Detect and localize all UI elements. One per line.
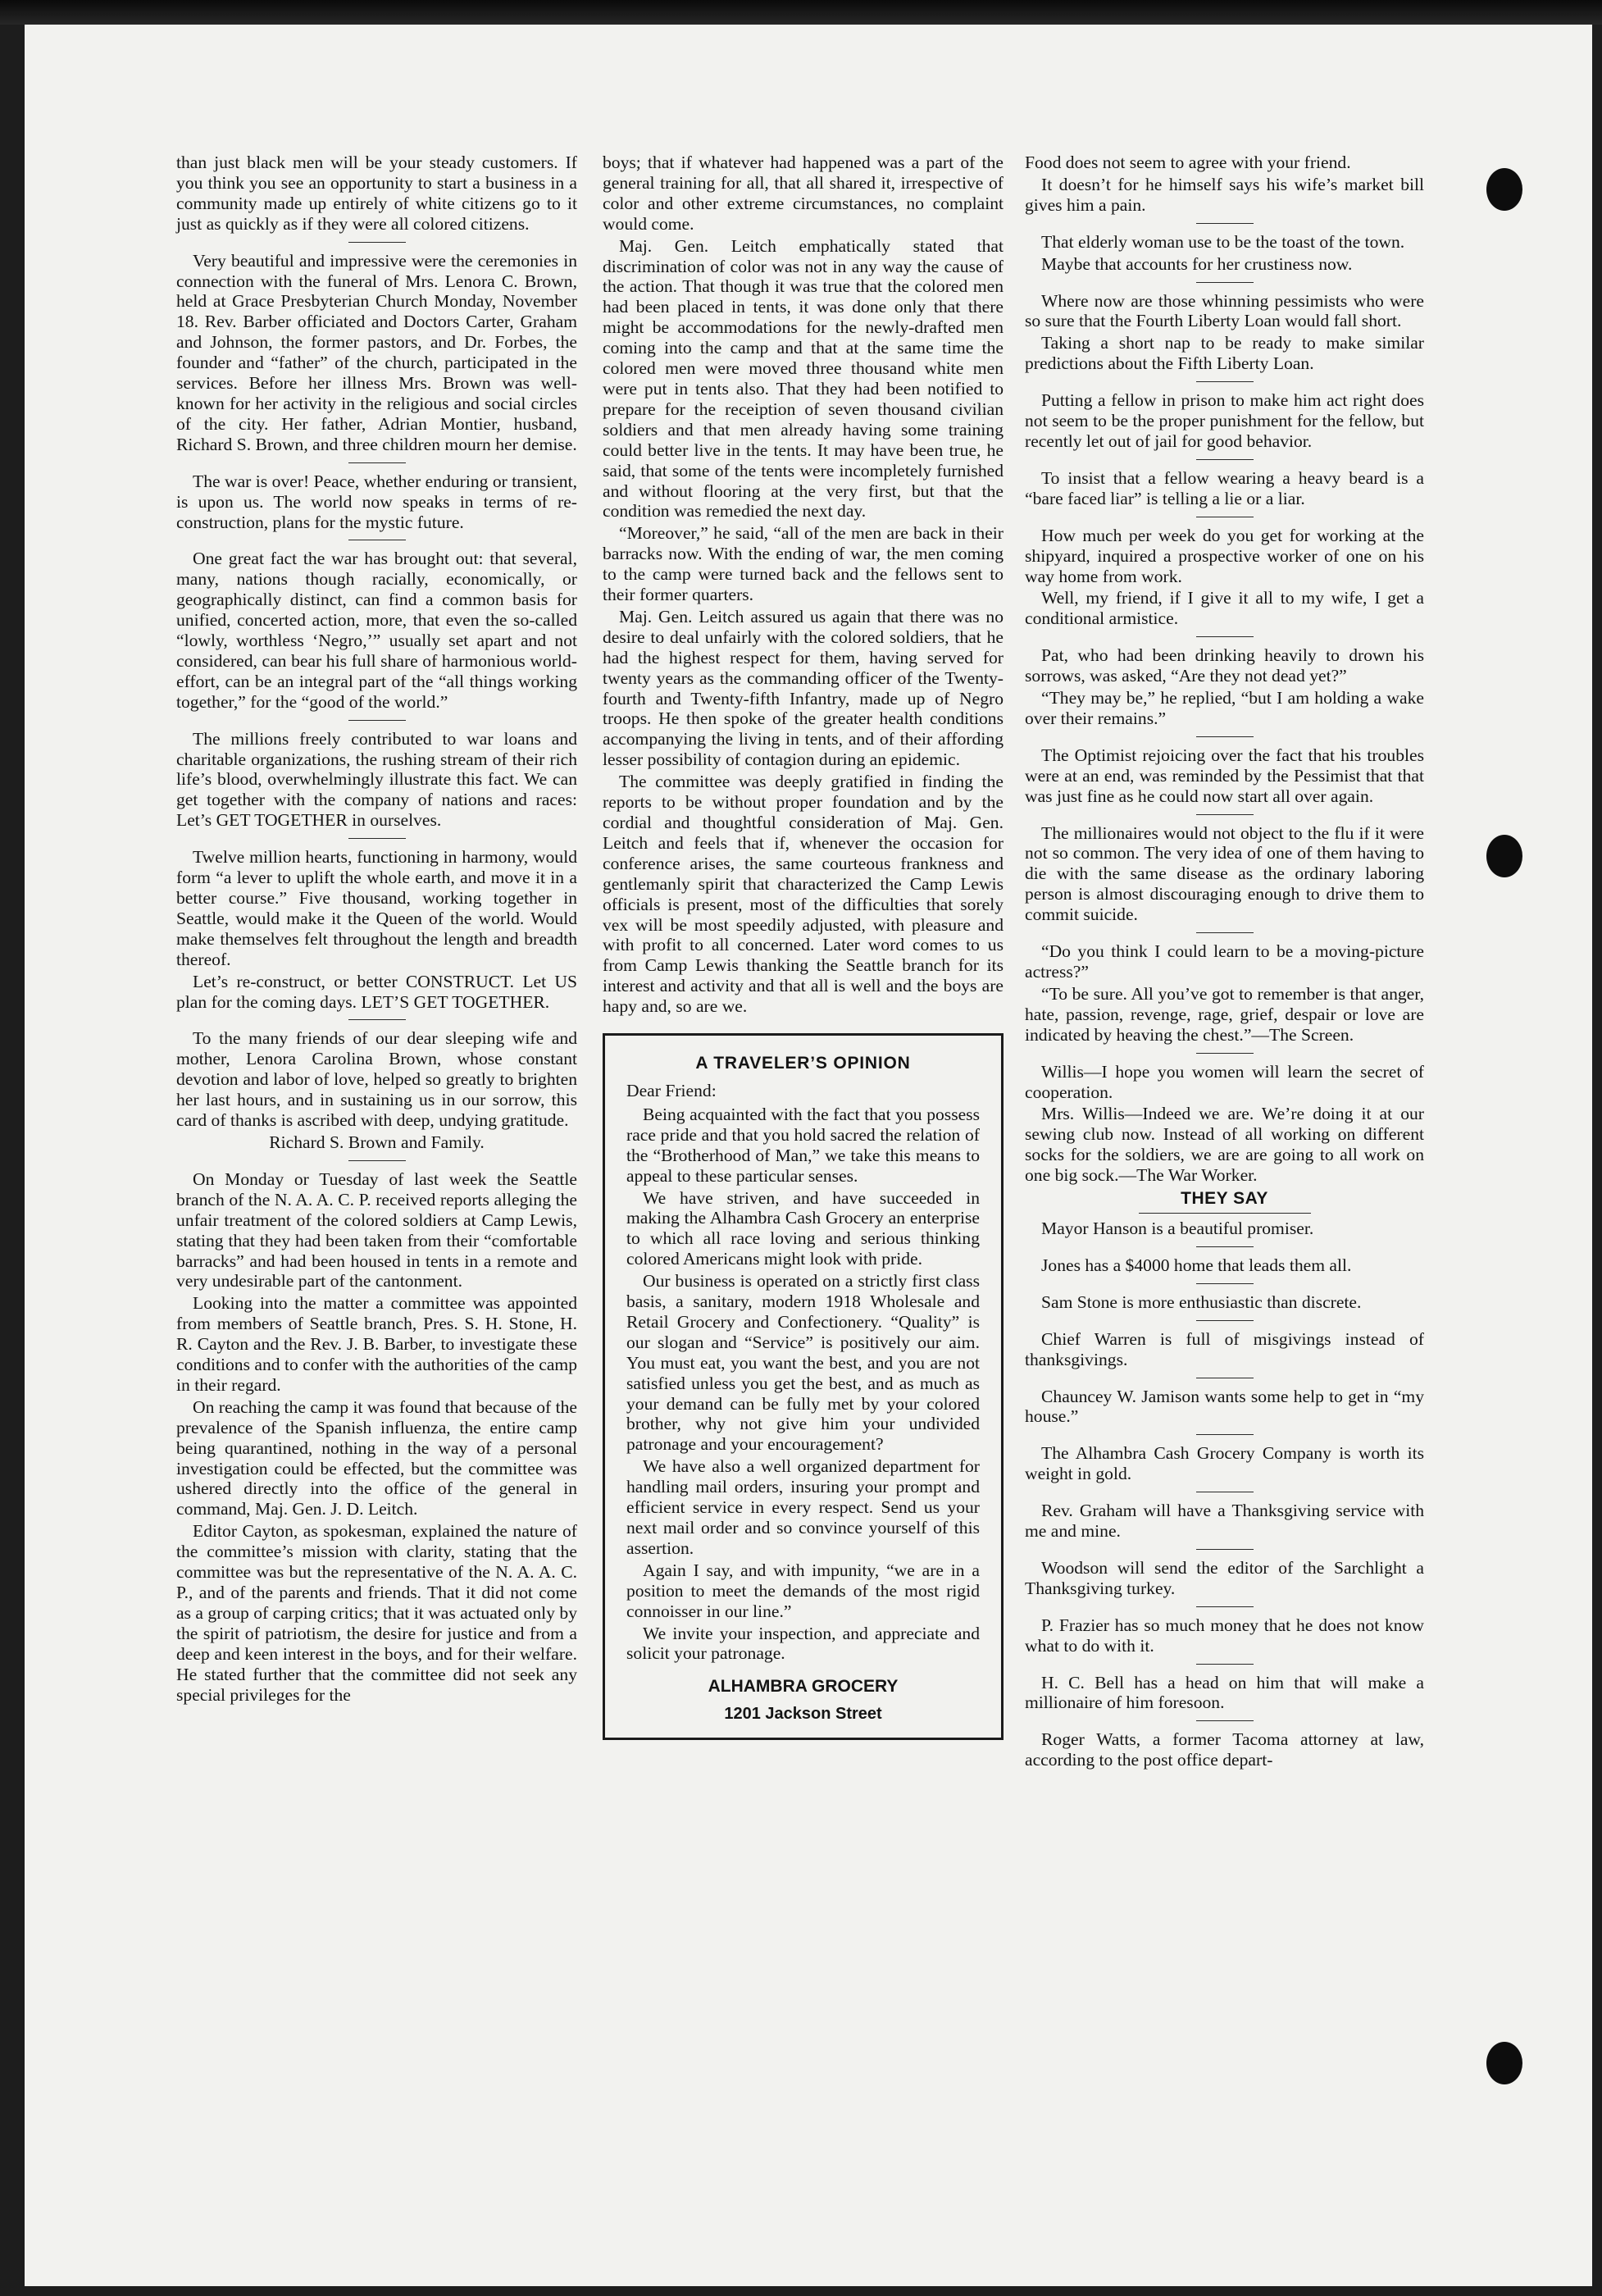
joke-line: Maybe that accounts for her crustiness now. bbox=[1041, 253, 1353, 274]
article-paragraph: One great fact the war has brought out: that several, many, nations though racially, economically, or geographically distinct, can find a common basis for unified, concerted action, more, that even the so-called “lowly, worthless ‘Negro,’” usually set apart and not considered, can bear his full share of harmonious world-effort, can be an integral part of the “all things working together,” for the “good of the world.” bbox=[176, 549, 577, 712]
joke-line: Taking a short nap to be ready to make similar predictions about the Fifth Liberty Loan. bbox=[1025, 333, 1424, 374]
they-say-item: Jones has a $4000 home that leads them all. bbox=[1041, 1255, 1352, 1275]
joke-line: “To be sure. All you’ve got to remember is that anger, hate, passion, revenge, rage, grief, despair or love are indicated by heaving the chest.”—The Screen. bbox=[1025, 983, 1424, 1045]
they-say-item: Sam Stone is more enthusiastic than discrete. bbox=[1041, 1292, 1362, 1312]
separator-rule bbox=[1196, 636, 1254, 637]
joke-line: That elderly woman use to be the toast of the town. bbox=[1041, 231, 1405, 252]
joke-line: Well, my friend, if I give it all to my wife, I get a conditional armistice. bbox=[1025, 588, 1424, 629]
article-paragraph: boys; that if whatever had happened was a part of the general training for all, that all shared it, irrespective of color and other extreme circumstances, no complaint would come. bbox=[603, 153, 1004, 234]
article-paragraph: Maj. Gen. Leitch assured us again that there was no desire to deal unfairly with the colored soldiers, that he had the highest respect for them, having served for twenty years as the commanding officer of the Twenty-fourth and Twenty-fifth Infantry, made up of Negro troops. He then spoke of the greater health conditions accompanying the living in tents, and of their affording lesser possibility of contagion during an epidemic. bbox=[603, 606, 1004, 770]
joke-line: “Do you think I could learn to be a moving-picture actress?” bbox=[1025, 941, 1424, 982]
separator-rule bbox=[348, 1019, 406, 1020]
card-of-thanks: To the many friends of our dear sleeping wife and mother, Lenora Carolina Brown, whose constant devotion and labor of love, helped so greatly to brighten her last hours, and in sustaining us in our sorrow, this card of thanks is ascribed with deep, undying gratitude. bbox=[176, 1028, 577, 1131]
separator-rule bbox=[1196, 1434, 1254, 1435]
joke-line: The Optimist rejoicing over the fact that his troubles were at an end, was reminded by the Pessimist that that was just fine as he could now start all over again. bbox=[1025, 745, 1424, 806]
article-paragraph: The millions freely contributed to war loans and charitable organizations, the rushing stream of their rich life’s blood, overwhelmingly illustrate this fact. We can get together with the company of nations and races: Let’s GET TOGETHER in ourselves. bbox=[176, 728, 577, 831]
separator-rule bbox=[1196, 1606, 1254, 1607]
separator-rule bbox=[348, 720, 406, 721]
separator-rule bbox=[348, 242, 406, 243]
they-say-heading: THEY SAY bbox=[1181, 1189, 1268, 1209]
they-say-rule bbox=[1139, 1213, 1311, 1214]
article-paragraph: The war is over! Peace, whether enduring or transient, is upon us. The world now speaks in terms of re-construction, plans for the mystic future. bbox=[176, 471, 577, 532]
joke-line: “They may be,” he replied, “but I am holding a wake over their remains.” bbox=[1025, 688, 1424, 728]
article-paragraph: Maj. Gen. Leitch emphatically stated that discrimination of color was not in any way the cause of the action. That though it was true that the colored men had been placed in tents, it was done only that there might be accommodations for the newly-drafted men coming into the camp and that at the same time the colored men were moved three thousand white men were put in tents also. That they had been notified to prepare for the receiption of seven thousand civilian soldiers and that men already having some training could better live in the tents. It may have been true, he said, that some of the tents were incompletely furnished and without flooring at the very first, but that the condition was remedied the next day. bbox=[603, 235, 1004, 522]
they-say-item: Woodson will send the editor of the Sarchlight a Thanksgiving turkey. bbox=[1025, 1557, 1424, 1598]
they-say-item: P. Frazier has so much money that he does not know what to do with it. bbox=[1025, 1615, 1424, 1656]
scan-dark-border-top bbox=[0, 0, 1602, 25]
separator-rule bbox=[1196, 736, 1254, 737]
article-paragraph: Let’s re-construct, or better CONSTRUCT. Let US plan for the coming days. LET’S GET TOGETHER. bbox=[176, 971, 577, 1012]
card-of-thanks-signature: Richard S. Brown and Family. bbox=[269, 1132, 485, 1152]
article-paragraph: Looking into the matter a committee was appointed from members of Seattle branch, Pres. S. H. Stone, H. R. Cayton and the Rev. J. B. Barber, to investigate these conditions and to confer with the authorities of the camp in their regard. bbox=[176, 1293, 577, 1395]
they-say-item: Rev. Graham will have a Thanksgiving service with me and mine. bbox=[1025, 1501, 1424, 1542]
punch-hole-top bbox=[1486, 168, 1522, 211]
joke-line: It doesn’t for he himself says his wife’s market bill gives him a pain. bbox=[1025, 174, 1424, 215]
joke-line: The millionaires would not object to the flu if it were not so common. The very idea of one of them having to die with the same disease as the ordinary laboring person is almost discouraging enough to drive them to commit suicide. bbox=[1025, 822, 1424, 925]
ad-title: A TRAVELER’S OPINION bbox=[695, 1054, 911, 1073]
separator-rule bbox=[1196, 1053, 1254, 1054]
article-paragraph: “Moreover,” he said, “all of the men are back in their barracks now. With the ending of war, the men coming to the camp were turned back and the fellows sent to their former quarters. bbox=[603, 523, 1004, 605]
separator-rule bbox=[348, 462, 406, 463]
punch-hole-middle bbox=[1486, 835, 1522, 877]
separator-rule bbox=[1196, 1283, 1254, 1284]
joke-line: To insist that a fellow wearing a heavy beard is a “bare faced liar” is telling a lie or a liar. bbox=[1025, 467, 1424, 508]
they-say-item: Chauncey W. Jamison wants some help to get in “my house.” bbox=[1025, 1386, 1424, 1427]
they-say-item: Chief Warren is full of misgivings instead of thanksgivings. bbox=[1025, 1328, 1424, 1369]
article-paragraph: Editor Cayton, as spokesman, explained the nature of the committee’s mission with clarity, stating that the committee was but the representative of the N. A. A. C. P., and of the parents and friends. That it did not come as a group of carping critics; that it was actuated only by the spirit of patriotism, the desire for justice and from a deep and keen interest in the boys, and for their welfare. He stated further that the committee did not seek any special privileges for the bbox=[176, 1521, 577, 1705]
joke-line: Willis—I hope you women will learn the secret of cooperation. bbox=[1025, 1061, 1424, 1102]
joke-line: Where now are those whinning pessimists who were so sure that the Fourth Liberty Loan would fall short. bbox=[1025, 290, 1424, 331]
ad-business-name: ALHAMBRA GROCERY bbox=[708, 1677, 899, 1697]
separator-rule bbox=[1196, 282, 1254, 283]
joke-line: Pat, who had been drinking heavily to drown his sorrows, was asked, “Are they not dead yet?” bbox=[1025, 645, 1424, 686]
separator-rule bbox=[348, 838, 406, 839]
separator-rule bbox=[1196, 381, 1254, 382]
joke-line: Putting a fellow in prison to make him act right does not seem to be the proper punishment for the fellow, but recently let out of jail for good behavior. bbox=[1025, 390, 1424, 451]
grocery-advertisement bbox=[603, 1033, 1004, 1740]
they-say-item: Roger Watts, a former Tacoma attorney at law, according to the post office depart- bbox=[1025, 1729, 1424, 1770]
ad-address: 1201 Jackson Street bbox=[724, 1705, 882, 1724]
ad-paragraph: Again I say, and with impunity, “we are in a position to meet the demands of the most rigid connoisser in our line.” bbox=[626, 1560, 980, 1621]
separator-rule bbox=[1196, 1549, 1254, 1550]
separator-rule bbox=[1196, 1246, 1254, 1247]
ad-paragraph: We invite your inspection, and appreciate and solicit your patronage. bbox=[626, 1623, 980, 1664]
joke-line: Mrs. Willis—Indeed we are. We’re doing it at our sewing club now. Instead of all working on different socks for the soldiers, we are are going to all work on one big sock.—The War Worker. bbox=[1025, 1104, 1424, 1186]
column-2 bbox=[603, 153, 1004, 1740]
separator-rule bbox=[1196, 1720, 1254, 1721]
they-say-item: H. C. Bell has a head on him that will make a millionaire of him foresoon. bbox=[1025, 1672, 1424, 1713]
separator-rule bbox=[1196, 459, 1254, 460]
column-1 bbox=[176, 153, 577, 1706]
separator-rule bbox=[1196, 814, 1254, 815]
separator-rule bbox=[1196, 1320, 1254, 1321]
article-paragraph: Twelve million hearts, functioning in harmony, would form “a lever to uplift the whole earth, and move it in a better course.” Five thousand, working together in Seattle, would make it the Queen of the world. Would make themselves felt throughout the length and breadth thereof. bbox=[176, 847, 577, 969]
separator-rule bbox=[348, 1160, 406, 1161]
article-paragraph: Very beautiful and impressive were the ceremonies in connection with the funeral of Mrs. Lenora C. Brown, held at Grace Presbyterian Church Monday, November 18. Rev. Barber officiated and Doctors Carter, Graham and Johnson, the former pastors, and Dr. Forbes, the founder and “father” of the church, participated in the services. Before her illness Mrs. Brown was well-known for her activity in the religious and social circles of the city. Her father, Adrian Montier, husband, Richard S. Brown, and three children mourn her demise. bbox=[176, 250, 577, 454]
ad-salutation: Dear Friend: bbox=[626, 1080, 717, 1100]
separator-rule bbox=[1196, 1664, 1254, 1665]
they-say-item: Mayor Hanson is a beautiful promiser. bbox=[1041, 1218, 1314, 1238]
article-paragraph: On Monday or Tuesday of last week the Seattle branch of the N. A. A. C. P. received reports alleging the unfair treatment of the colored soldiers at Camp Lewis, stating that they had been taken from their “comfortable barracks” and had been housed in tents in a remote and very undesirable part of the cantonment. bbox=[176, 1168, 577, 1292]
joke-line: Food does not seem to agree with your friend. bbox=[1025, 153, 1351, 172]
they-say-item: The Alhambra Cash Grocery Company is worth its weight in gold. bbox=[1025, 1443, 1424, 1484]
article-paragraph: The committee was deeply gratified in finding the reports to be without proper foundation and by the cordial and thoughtful consideration of Maj. Gen. Leitch and feels that if, whenever the occasion for conference arises, the same courteous frankness and gentlemanly spirit that characterized the Camp Lewis officials is present, most of the difficulties that sorely vex will be most speedily adjusted, with pleasure and with profit to all concerned. Later word comes to us from Camp Lewis thanking the Seattle branch for its interest and activity and that all is well and the boys are hapy and, so are we. bbox=[603, 772, 1004, 1017]
ad-paragraph: We have also a well organized department for handling mail orders, insuring your prompt and efficient service in every respect. Send us your next mail order and so convince yourself of this assertion. bbox=[626, 1456, 980, 1558]
ad-paragraph: We have striven, and have succeeded in making the Alhambra Cash Grocery an enterprise to which all race loving and serious thinking colored Americans might look with pride. bbox=[626, 1187, 980, 1269]
article-paragraph: than just black men will be your steady customers. If you think you see an opportunity to start a business in a community made up entirely of white citizens go to it just as quickly as if they were all colored citizens. bbox=[176, 153, 577, 234]
separator-rule bbox=[1196, 223, 1254, 224]
punch-hole-bottom bbox=[1486, 2042, 1522, 2084]
joke-line: How much per week do you get for working at the shipyard, inquired a prospective worker of one on his way home from work. bbox=[1025, 525, 1424, 586]
column-3 bbox=[1025, 153, 1424, 1772]
separator-rule bbox=[1196, 932, 1254, 933]
ad-paragraph: Being acquainted with the fact that you possess race pride and that you hold sacred the relation of the “Brotherhood of Man,” we take this means to appeal to these particular senses. bbox=[626, 1104, 980, 1186]
ad-paragraph: Our business is operated on a strictly first class basis, a sanitary, modern 1918 Wholesale and Retail Grocery and Confectionery. “Quality” is our slogan and “Service” is positively our aim. You must eat, you want the best, and you are not satisfied unless you get the best, and as much as your demand can be fully met by your colored brother, why not give him your undivided patronage and your encouragement? bbox=[626, 1271, 980, 1455]
article-paragraph: On reaching the camp it was found that because of the prevalence of the Spanish influenza, the entire camp being quarantined, nothing in the way of a personal investigation could be effected, but the committee was ushered directly into the office of the general in command, Maj. Gen. J. D. Leitch. bbox=[176, 1396, 577, 1519]
